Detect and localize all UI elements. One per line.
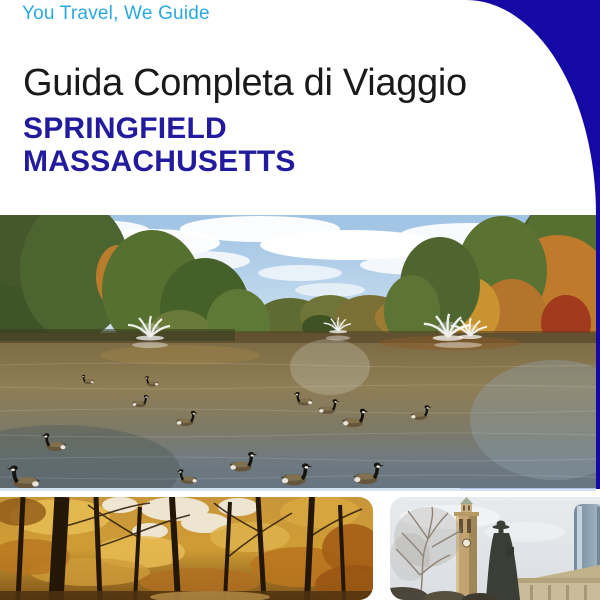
bottom-right-photo-city <box>390 497 600 600</box>
swoosh-curve-mask <box>0 0 596 215</box>
lake-photo-art <box>0 215 596 488</box>
photo-bottom-edge <box>0 488 596 491</box>
destination-line2: MASSACHUSETTS <box>23 145 296 178</box>
destination-line1: SPRINGFIELD <box>23 112 227 145</box>
bottom-left-photo-forest <box>0 497 373 600</box>
main-photo-lake-geese <box>0 215 596 488</box>
forest-photo-art <box>0 497 373 600</box>
cover-title: Guida Completa di Viaggio <box>23 62 467 104</box>
brand-tagline: You Travel, We Guide <box>22 3 210 24</box>
city-photo-art <box>390 497 600 600</box>
